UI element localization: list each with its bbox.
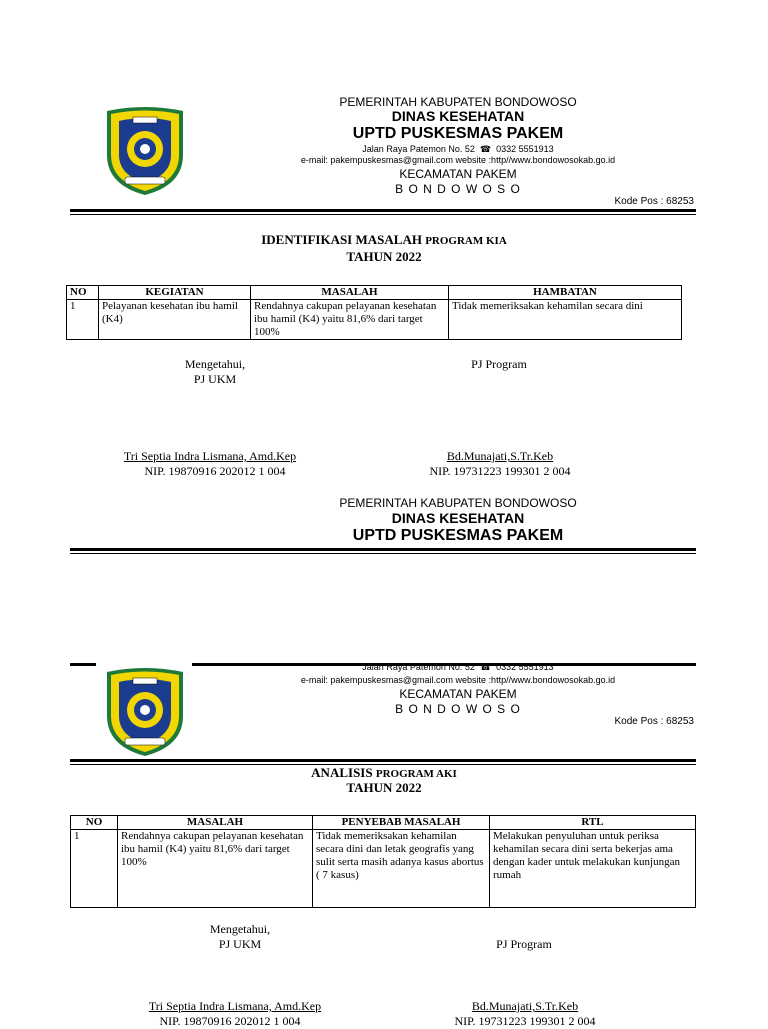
sig1-ack: Mengetahui, <box>184 357 246 371</box>
header-address: Jalan Raya Patemon No. 52 <box>362 144 475 154</box>
bondowoso-emblem-logo <box>103 105 187 197</box>
header2-rule-thick <box>70 548 696 551</box>
phone-icon: ☎ <box>477 662 494 672</box>
header2-email: e-mail: pakempuskesmas@gmail.com website :http//www.bondowosokab.go.id <box>300 675 616 685</box>
table-row <box>71 830 696 908</box>
sig1-left-name: Tri Septia Indra Lismana, Amd.Kep <box>123 449 297 463</box>
col-rtl: RTL <box>490 816 696 830</box>
sig1-left-nip: NIP. 19870916 202012 1 004 <box>144 464 286 478</box>
cell-rtl: Melakukan penyuluhan untuk periksa kehamilan secara dini serta bekerjas ama dengan kader untuk melakukan kunjungan rumah <box>490 830 696 908</box>
doc1-table-header <box>67 286 682 300</box>
bondowoso-emblem-logo <box>103 666 187 758</box>
header-email: e-mail: pakempuskesmas@gmail.com website :http//www.bondowosokab.go.id <box>300 155 616 165</box>
header2-address: Jalan Raya Patemon No. 52 <box>362 662 475 672</box>
doc1-title <box>0 232 768 248</box>
cell-no: 1 <box>67 300 99 340</box>
cell-no: 1 <box>71 830 118 908</box>
header-rule-thick <box>70 209 696 212</box>
doc1-title-program: PROGRAM KIA <box>425 235 507 247</box>
sig2-right-nip: NIP. 19731223 199301 2 004 <box>454 1014 596 1028</box>
header2-address-line <box>258 662 658 673</box>
col-masalah: MASALAH <box>118 816 313 830</box>
table-row <box>67 300 682 340</box>
header2b-rule-thick <box>70 759 696 762</box>
col-no: NO <box>71 816 118 830</box>
header-district: KECAMATAN PAKEM <box>399 167 517 181</box>
sig2-right-name: Bd.Munajati,S.Tr.Keb <box>471 999 579 1013</box>
header2-dept: DINAS KESEHATAN <box>391 510 525 526</box>
header2-rule-thin <box>70 553 696 554</box>
cell-kegiatan: Pelayanan kesehatan ibu hamil (K4) <box>99 300 251 340</box>
doc1-table <box>66 285 682 340</box>
col-hambatan: HAMBATAN <box>449 286 682 300</box>
doc2-table <box>70 815 696 908</box>
doc2-title <box>0 765 768 781</box>
header2-district: KECAMATAN PAKEM <box>399 687 517 701</box>
cell-masalah: Rendahnya cakupan pelayanan kesehatan ibu hamil (K4) yaitu 81,6% dari target 100% <box>118 830 313 908</box>
header2-postcode: Kode Pos : 68253 <box>614 716 694 727</box>
sig2-left-name: Tri Septia Indra Lismana, Amd.Kep <box>148 999 322 1013</box>
doc2-year: TAHUN 2022 <box>346 780 422 795</box>
header-gov: PEMERINTAH KABUPATEN BONDOWOSO <box>339 95 577 109</box>
cell-hambatan: Tidak memeriksakan kehamilan secara dini <box>449 300 682 340</box>
sig2-ack: Mengetahui, <box>209 922 271 936</box>
header2-gov: PEMERINTAH KABUPATEN BONDOWOSO <box>339 496 577 510</box>
col-masalah: MASALAH <box>251 286 449 300</box>
sig1-right-name: Bd.Munajati,S.Tr.Keb <box>446 449 554 463</box>
header-postcode: Kode Pos : 68253 <box>614 196 694 207</box>
col-penyebab: PENYEBAB MASALAH <box>313 816 490 830</box>
doc1-title-main: IDENTIFIKASI MASALAH <box>261 232 426 247</box>
col-no: NO <box>67 286 99 300</box>
header-address-line <box>258 144 658 155</box>
sig1-right-role: PJ Program <box>471 357 527 371</box>
doc2-title-program: PROGRAM AKI <box>375 768 457 780</box>
col-kegiatan: KEGIATAN <box>99 286 251 300</box>
cell-masalah: Rendahnya cakupan pelayanan kesehatan ibu hamil (K4) yaitu 81,6% dari target 100% <box>251 300 449 340</box>
header2-city: B O N D O W O S O <box>395 702 521 716</box>
header-city: B O N D O W O S O <box>395 182 521 196</box>
doc2-title-main: ANALISIS <box>311 765 376 780</box>
sig1-right-nip: NIP. 19731223 199301 2 004 <box>429 464 571 478</box>
doc1-year: TAHUN 2022 <box>346 249 422 264</box>
header2b-rule-left <box>70 663 96 666</box>
header-rule-thin <box>70 214 696 215</box>
phone-icon: ☎ <box>477 144 494 154</box>
header-phone: 0332 5551913 <box>496 144 554 154</box>
sig1-left-role: PJ UKM <box>193 372 237 386</box>
doc2-table-header <box>71 816 696 830</box>
sig2-left-nip: NIP. 19870916 202012 1 004 <box>159 1014 301 1028</box>
cell-penyebab: Tidak memeriksakan kehamilan secara dini dan letak geografis yang sulit serta masih adanya kasus abortus ( 7 kasus) <box>313 830 490 908</box>
header-unit: UPTD PUSKESMAS PAKEM <box>352 125 564 142</box>
sig2-left-role: PJ UKM <box>218 937 262 951</box>
header2-phone: 0332 5551913 <box>496 662 554 672</box>
header-dept: DINAS KESEHATAN <box>391 108 525 124</box>
sig2-right-role: PJ Program <box>496 937 552 951</box>
header2-unit: UPTD PUSKESMAS PAKEM <box>352 527 564 544</box>
